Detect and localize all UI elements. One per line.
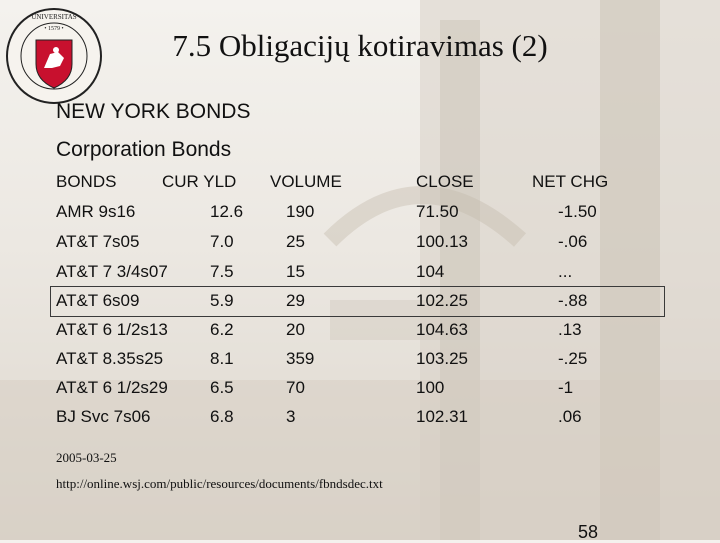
bond-name: AT&T 6 1/2s13	[56, 320, 168, 339]
current-yield: 5.9	[210, 291, 234, 310]
col-header-bonds: BONDS	[56, 172, 117, 191]
current-yield: 12.6	[210, 202, 244, 221]
volume: 20	[286, 320, 305, 339]
slide-title: 7.5 Obligacijų kotiravimas (2)	[172, 28, 548, 63]
net-change: -.06	[558, 232, 588, 251]
close-price: 102.25	[416, 291, 468, 310]
close-price: 100.13	[416, 232, 468, 251]
section-heading: NEW YORK BONDS	[56, 100, 251, 123]
col-header-close: CLOSE	[416, 172, 474, 191]
volume: 70	[286, 378, 305, 397]
svg-text:• 1579 •: • 1579 •	[44, 26, 64, 32]
volume: 25	[286, 232, 305, 251]
close-price: 104.63	[416, 320, 468, 339]
volume: 3	[286, 407, 296, 426]
bond-name: AT&T 8.35s25	[56, 349, 164, 368]
net-change: -.25	[558, 349, 588, 368]
section-subheading: Corporation Bonds	[56, 138, 232, 161]
net-change: .13	[558, 320, 582, 339]
net-change: ...	[558, 262, 573, 281]
current-yield: 7.5	[210, 262, 234, 281]
current-yield: 6.8	[210, 407, 234, 426]
bond-name: AT&T 7s05	[56, 232, 140, 251]
net-change: -1	[558, 378, 574, 397]
volume: 15	[286, 262, 305, 281]
current-yield: 7.0	[210, 232, 234, 251]
svg-text:UNIVERSITAS: UNIVERSITAS	[31, 13, 77, 21]
net-change: .06	[558, 407, 582, 426]
close-price: 102.31	[416, 407, 468, 426]
col-header-volume: VOLUME	[270, 172, 342, 191]
volume: 190	[286, 202, 315, 221]
net-change: -.88	[558, 291, 588, 310]
net-change: -1.50	[558, 202, 597, 221]
bond-name: AT&T 6s09	[56, 291, 140, 310]
close-price: 104	[416, 262, 445, 281]
bond-name: AMR 9s16	[56, 202, 136, 221]
volume: 29	[286, 291, 305, 310]
col-header-net-chg: NET CHG	[532, 172, 609, 191]
bond-name: BJ Svc 7s06	[56, 407, 151, 426]
bond-name: AT&T 7 3/4s07	[56, 262, 168, 281]
current-yield: 6.5	[210, 378, 234, 397]
bond-name: AT&T 6 1/2s29	[56, 378, 168, 397]
col-header-cur-yld: CUR YLD	[162, 172, 237, 191]
footer-date: 2005-03-25	[56, 450, 117, 465]
current-yield: 6.2	[210, 320, 234, 339]
close-price: 103.25	[416, 349, 468, 368]
current-yield: 8.1	[210, 349, 234, 368]
source-url: http://online.wsj.com/public/resources/documents/fbndsdec.txt	[56, 476, 383, 491]
close-price: 71.50	[416, 202, 459, 221]
volume: 359	[286, 349, 315, 368]
close-price: 100	[416, 378, 445, 397]
page-number: 58	[578, 522, 599, 542]
